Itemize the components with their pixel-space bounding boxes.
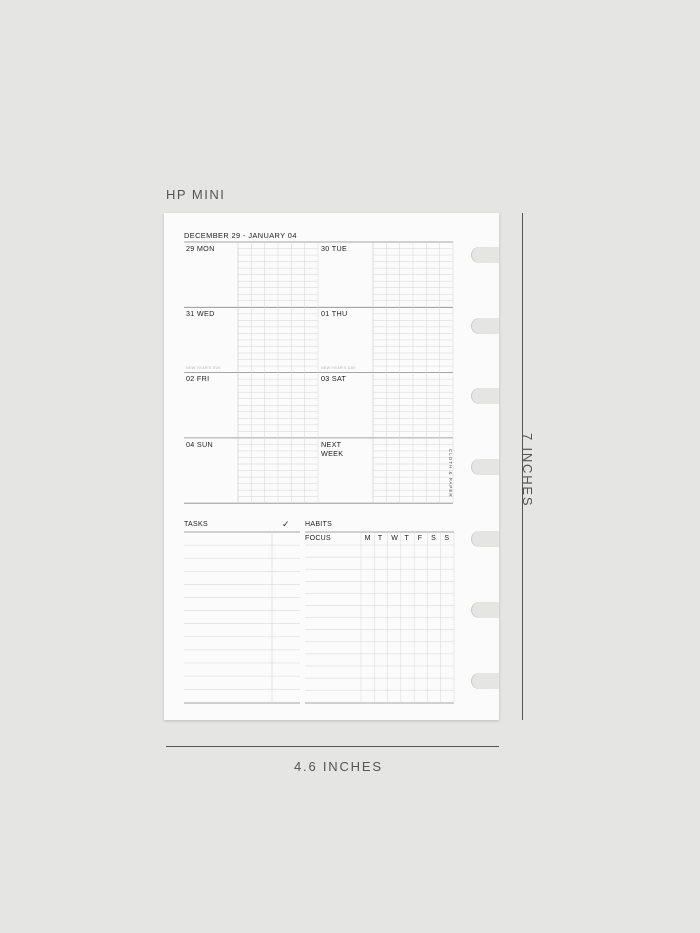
ring-notch [471, 673, 499, 689]
holiday-label-wed: NEW YEAR'S EVE [186, 366, 221, 370]
habits-title: HABITS [305, 521, 333, 528]
check-icon: ✓ [282, 519, 290, 529]
ring-notch [471, 388, 499, 404]
habit-day-header: T [404, 535, 410, 542]
week-title: DECEMBER 29 - JANUARY 04 [184, 231, 297, 240]
ring-notch [471, 531, 499, 547]
planner-page [164, 213, 499, 720]
ring-notch [471, 318, 499, 334]
tasks-title: TASKS [184, 521, 208, 528]
day-label-next-week: NEXT WEEK [321, 440, 344, 458]
ring-notch [471, 247, 499, 263]
brand-mark: CLOTH & PAPER [448, 449, 453, 498]
habit-day-header: M [364, 535, 371, 542]
ring-notch [471, 602, 499, 618]
habit-day-header: F [417, 535, 423, 542]
day-label-sat: 03 SAT [321, 374, 347, 383]
width-dimension-line [166, 746, 499, 747]
day-label-tue: 30 TUE [321, 244, 348, 253]
habit-day-header: S [444, 535, 450, 542]
habit-day-header: S [431, 535, 437, 542]
holiday-label-thu: NEW YEAR'S DAY [321, 366, 356, 370]
day-label-thu: 01 THU [321, 309, 348, 318]
size-label: HP MINI [166, 187, 226, 202]
habit-day-header: T [377, 535, 383, 542]
day-label-mon: 29 MON [186, 244, 215, 253]
day-label-sun: 04 SUN [186, 440, 213, 449]
height-label: 7 INCHES [520, 433, 535, 508]
day-label-wed: 31 WED [186, 309, 215, 318]
day-label-fri: 02 FRI [186, 374, 210, 383]
width-label: 4.6 INCHES [294, 759, 383, 774]
ring-notch [471, 459, 499, 475]
focus-label: FOCUS [305, 535, 331, 542]
habit-day-header: W [391, 535, 399, 542]
